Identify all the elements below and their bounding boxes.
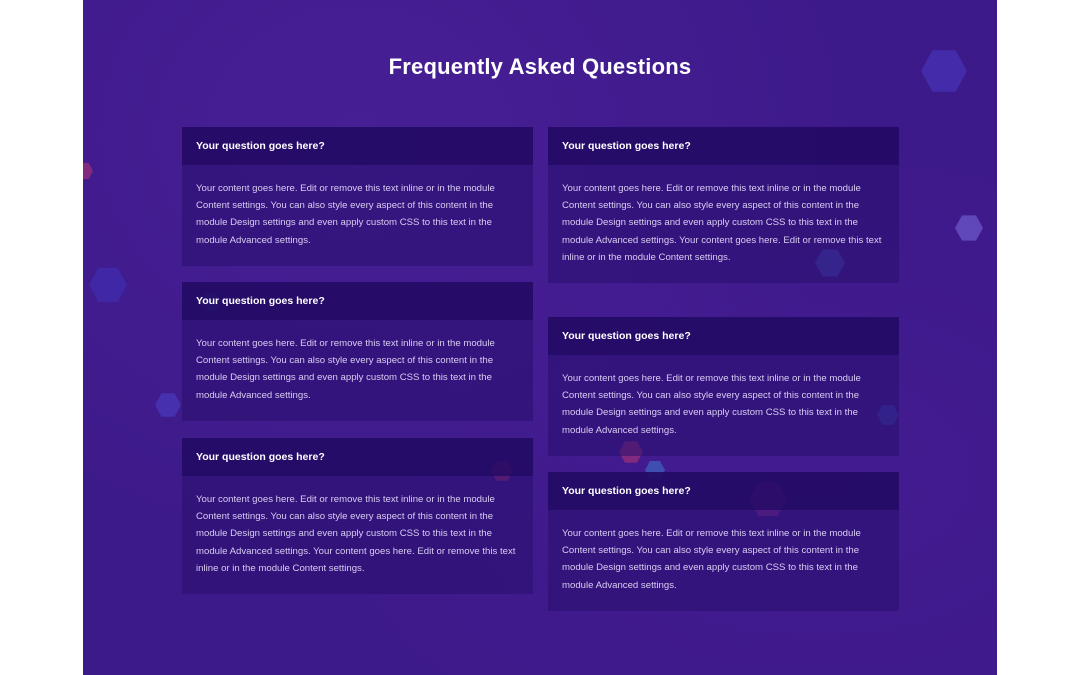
page-title: Frequently Asked Questions (388, 54, 692, 79)
faq-item (182, 127, 533, 266)
faq-question: Your question goes here? (548, 317, 899, 355)
faq-item (548, 127, 899, 283)
decorative-hexagon (83, 162, 93, 180)
faq-answer: Your content goes here. Edit or remove this text inline or in the module Content settings. You can also style every aspect of this content in the module Design settings and even apply custom CSS to this text in the module Advanced settings. (562, 373, 861, 436)
faq-section (83, 0, 997, 675)
decorative-hexagon (89, 266, 127, 304)
faq-question: Your question goes here? (548, 472, 899, 510)
faq-answer: Your content goes here. Edit or remove this text inline or in the module Content settings. You can also style every aspect of this content in the module Design settings and even apply custom CSS to this text in the module Advanced settings. (196, 338, 495, 401)
faq-question: Your question goes here? (548, 127, 899, 165)
faq-answer: Your content goes here. Edit or remove this text inline or in the module Content settings. You can also style every aspect of this content in the module Design settings and even apply custom CSS to this text in the module Advanced settings. Your content goes here. Edit or remove this text inline or in the module Content settings. (196, 494, 516, 574)
faq-item (182, 282, 533, 421)
faq-answer: Your content goes here. Edit or remove this text inline or in the module Content settings. You can also style every aspect of this content in the module Design settings and even apply custom CSS to this text in the module Advanced settings. (196, 183, 495, 246)
decorative-hexagon (955, 214, 983, 242)
faq-question: Your question goes here? (182, 438, 533, 476)
decorative-hexagon (155, 392, 181, 418)
faq-question: Your question goes here? (182, 282, 533, 320)
faq-item (182, 438, 533, 594)
faq-item (548, 317, 899, 456)
faq-question: Your question goes here? (182, 127, 533, 165)
faq-answer: Your content goes here. Edit or remove this text inline or in the module Content settings. You can also style every aspect of this content in the module Design settings and even apply custom CSS to this text in the module Advanced settings. (562, 528, 861, 591)
faq-answer: Your content goes here. Edit or remove this text inline or in the module Content settings. You can also style every aspect of this content in the module Design settings and even apply custom CSS to this text in the module Advanced settings. Your content goes here. Edit or remove this text inline or in the module Content settings. (562, 183, 882, 263)
faq-item (548, 472, 899, 611)
